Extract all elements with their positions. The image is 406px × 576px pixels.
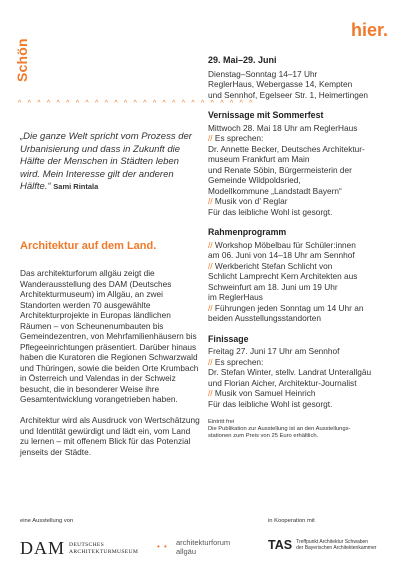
af-line: allgäu <box>176 547 197 556</box>
slash-marker: // <box>208 239 213 250</box>
vernissage-line: Für das leibliche Wohl ist gesorgt. <box>208 206 333 217</box>
info-line: Dienstag–Sonntag 14–17 Uhr <box>208 68 318 79</box>
chevron-divider: ^ ^ ^ ^ ^ ^ ^ ^ ^ ^ ^ ^ ^ ^ ^ ^ ^ ^ ^ ^ ^ ^ ^ ^ ^ <box>18 100 255 107</box>
vernissage-line: und Renate Söbin, Bürgermeisterin der <box>208 164 352 175</box>
af-line: architekturforum <box>176 538 231 547</box>
slash-marker: // <box>208 133 213 143</box>
rahmen-heading: Rahmenprogramm <box>208 227 287 237</box>
rahmen-section <box>208 227 394 324</box>
left-heading: Architektur auf dem Land. <box>20 240 157 252</box>
vernissage-section <box>208 110 394 217</box>
slash-marker: // <box>208 260 213 271</box>
left-body <box>20 268 200 468</box>
info-line: und Sennhof, Egelseer Str. 1, Heimertingen <box>208 89 369 100</box>
small-print-line: stationen zum Preis von 25 Euro erhältlich. <box>208 433 319 439</box>
hier-logo: hier. <box>350 20 388 40</box>
finissage-line: // Es sprechen: <box>208 356 264 367</box>
vernissage-line: Mittwoch 28. Mai 18 Uhr am ReglerHaus <box>208 122 358 133</box>
dam-logo <box>20 538 138 559</box>
rahmen-line: beiden Ausstellungsstandorten <box>208 313 322 323</box>
vertical-title <box>14 22 34 82</box>
quote-author: Sami Rintala <box>53 182 99 191</box>
vernissage-line: // Es sprechen: <box>208 133 264 143</box>
finissage-heading: Finissage <box>208 333 249 344</box>
finissage-line: und Florian Aicher, Architektur-Journalist <box>208 377 357 388</box>
finissage-line: Freitag 27. Juni 17 Uhr am Sennhof <box>208 346 340 356</box>
exhibition-by-label: eine Ausstellung von <box>20 518 74 524</box>
finissage-line: Dr. Stefan Winter, stellv. Landrat Unterallgäu <box>208 367 372 377</box>
vernissage-line: Gemeinde Wildpoldsried, <box>208 175 301 185</box>
small-print <box>208 419 394 440</box>
dam-text-line: DEUTSCHES <box>69 542 105 548</box>
title-schoen: Schön <box>14 38 30 82</box>
dam-text-line: ARCHITEKTURMUSEUM <box>69 548 139 555</box>
info-line: ReglerHaus, Webergasse 14, Kempten <box>208 79 353 89</box>
vernissage-line: Modellkommune „Landstadt Bayern“ <box>208 185 342 196</box>
slash-marker: // <box>208 356 213 367</box>
tas-text-line: der Bayerischen Architektenkammer <box>296 545 377 551</box>
slash-marker: // <box>208 196 213 206</box>
vernissage-heading: Vernissage mit Sommerfest <box>208 110 324 120</box>
dots-divider: • • <box>157 542 168 551</box>
slash-marker: // <box>208 388 213 398</box>
program-column <box>208 55 394 440</box>
dam-mark: DAM <box>20 538 66 558</box>
small-print-line: Eintritt frei <box>208 419 235 425</box>
rahmen-line: am 06. Juni von 14–18 Uhr am Sennhof <box>208 250 355 260</box>
vernissage-line: museum Frankfurt am Main <box>208 154 310 164</box>
vernissage-line: // Musik von d’ Reglar <box>208 196 288 206</box>
tas-text <box>296 539 376 551</box>
rahmen-line: // Werkbericht Stefan Schlicht von <box>208 260 333 271</box>
quote-block <box>20 131 198 194</box>
finissage-line: // Musik von Samuel Heinrich <box>208 388 316 398</box>
paragraph: Architektur wird als Ausdruck von Wertschätzung und Identität gewürdigt und lädt ein, vom Land zu lernen – mit offenem Blick für das Potenzial jenseits der Städte. <box>20 415 200 457</box>
architekturforum-logo <box>176 538 230 556</box>
exhibition-dates: 29. Mai–29. Juni <box>208 55 277 65</box>
rahmen-line: // Workshop Möbelbau für Schüler:innen <box>208 239 356 250</box>
paragraph: Das architekturforum allgäu zeigt die Wanderausstellung des DAM (Deutsches Architekturmuseum) im Allgäu, an zwei Standorten werden 70 ausgewählte Architekturprojekte in Europas ländlichen Räumen – von Scheunenumbauten bis Gemeindezentren, von Mehrfamilienhäusern bis Pflegeeinrichtungen präsentiert. Darüber hinaus haben die Kuratoren die Regionen Schwarzwald und Thüringen, sowie die beiden Orte Krumbach in Österreich und Valendas in der Schweiz besucht, die in besonderer Weise ihre Gesamtentwicklung vorangetrieben haben. <box>20 268 199 404</box>
tas-logo <box>268 538 376 552</box>
dam-text <box>69 542 138 555</box>
rahmen-line: Schweinfurt am 18. Juni um 19 Uhr <box>208 281 338 292</box>
finissage-section <box>208 334 394 410</box>
quote-text: „Die ganze Welt spricht vom Prozess der Urbanisierung und dass in Zukunft die Hälfte der Menschen in Städten leben wird. Mein Interesse gilt der anderen Hälfte.“ <box>20 131 192 192</box>
slash-marker: // <box>208 302 213 313</box>
rahmen-line: // Führungen jeden Sonntag um 14 Uhr an <box>208 302 364 313</box>
rahmen-line: im ReglerHaus <box>208 292 263 302</box>
tas-mark: TAS <box>268 538 293 552</box>
small-print-line: Die Publikation zur Ausstellung ist an den Ausstellungs- <box>208 426 351 432</box>
tas-text-line: Treffpunkt Architektur Schwaben <box>296 539 369 545</box>
vernissage-line: Dr. Annette Becker, Deutsches Architektur- <box>208 143 365 154</box>
rahmen-line: Schlicht Lamprecht Kern Architekten aus <box>208 271 358 281</box>
dates-section <box>208 55 394 100</box>
finissage-line: Für das leibliche Wohl ist gesorgt. <box>208 398 333 409</box>
cooperation-label: in Kooperation mit <box>268 518 315 524</box>
